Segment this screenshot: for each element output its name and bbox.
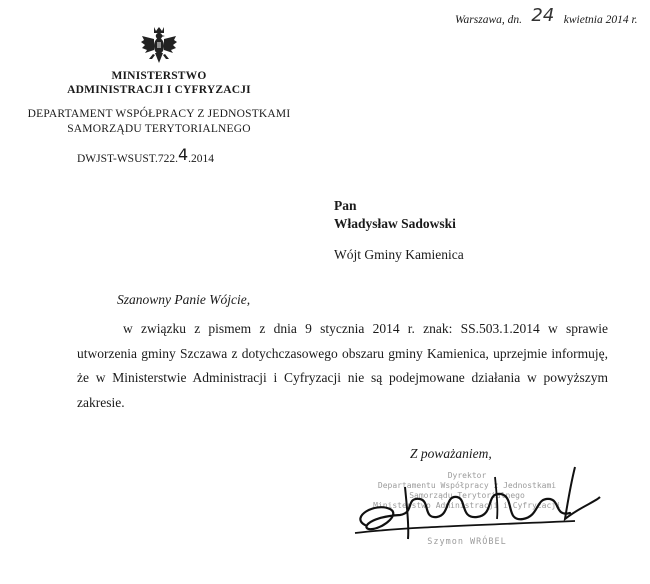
date-suffix: kwietnia 2014 r. [563, 14, 638, 26]
reference-suffix: .2014 [188, 153, 215, 165]
polish-eagle-emblem-icon [140, 24, 178, 66]
date-day-handwritten: 24 [531, 5, 555, 26]
department-name-line2: SAMORZĄDU TERYTORIALNEGO [67, 123, 251, 135]
ministry-name-line2: ADMINISTRACJI I CYFRYZACJI [67, 84, 251, 96]
stamp-line3: Samorządu Terytorialnego [409, 491, 525, 500]
reference-number [77, 147, 214, 166]
recipient-name: Władysław Sadowski [334, 216, 456, 231]
letter-date [455, 7, 638, 28]
handwritten-signature-icon [345, 447, 615, 557]
letter-closing: Z poważaniem, [410, 446, 492, 461]
recipient-position: Wójt Gminy Kamienica [334, 247, 464, 262]
recipient-title: Pan [334, 198, 357, 213]
stamp-line1: Dyrektor [447, 471, 487, 480]
ministry-name-line1: MINISTERSTWO [111, 70, 207, 82]
letter-salutation: Szanowny Panie Wójcie, [117, 292, 251, 307]
reference-number-handwritten: 4 [177, 145, 189, 164]
stamp-signatory-name: Szymon WRÓBEL [427, 537, 507, 547]
department-name-line1: DEPARTAMENT WSPÓŁPRACY Z JEDNOSTKAMI [27, 108, 291, 120]
date-prefix: Warszawa, dn. [455, 14, 522, 26]
reference-prefix: DWJST-WSUST.722. [77, 153, 178, 165]
letter-body: w związku z pismem z dnia 9 stycznia 2014 r. znak: SS.503.1.2014 w sprawie utworzenia gminy Szczawa z dotychczasowego obszaru gminy Kamienica, uprzejmie informuję, że w Ministerstwie Administracji i Cyfryzacji nie są podejmowane działania w powyższym zakresie. [77, 321, 608, 410]
stamp-line2: Departamentu Współpracy z Jednostkami [377, 481, 557, 490]
stamp-line4: Ministerstwo Administracji i Cyfryzacji [373, 501, 561, 510]
